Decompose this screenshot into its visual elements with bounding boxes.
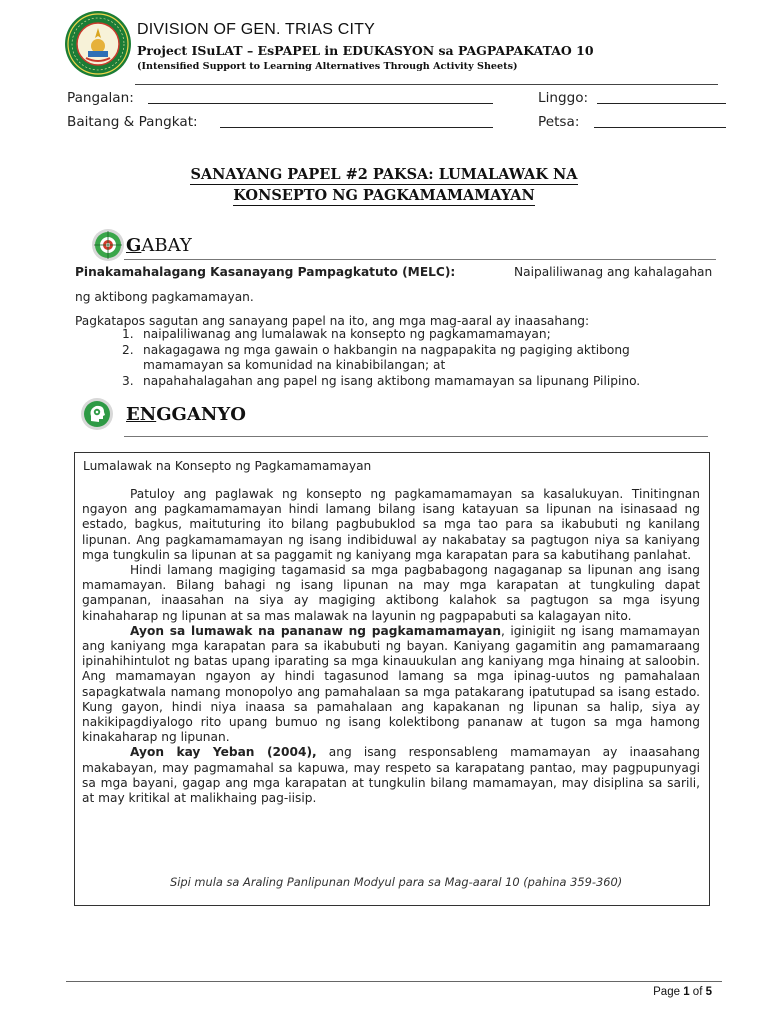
footer-divider (66, 981, 722, 982)
project-title: Project ISuLAT – EsPAPEL in EDUKASYON sa PAGPAPAKATAO 10 (137, 43, 594, 58)
project-subtitle: (Intensified Support to Learning Alternatives Through Activity Sheets) (137, 61, 518, 72)
melc-label: Pinakamahalagang Kasanayang Pampagkatuto (MELC): (75, 265, 456, 279)
objective-text: nakagagawa ng mga gawain o hakbangin na nagpapakita ng pagiging aktibong (143, 343, 630, 357)
reading-paragraph: Ayon sa lumawak na pananaw ng pagkamamamayan, iginigiit ng isang mamamayan ang kaniyang mga karapatan para sa ikabubuti ng bayan. Kaniyang gagamitin ang pamamaraang ipinahihintulot ng batas upang iparating sa mga kinauukulan ang kaniyang mga hinaing at saloobin. Ang mamamayan ngayon ay hindi tagasunod lamang sa mga ipinag-uutos ng pamahalaan sapagkatwala namang monopolyo ang pamahalaan sa mga patakarang ipatutupad sa isang estado. Kung gayon, hindi niya inaasa sa pamahalaan ang kapakanan ng lipunan sa halip, siya ay nakikipagdiyalogo rito upang bumuo ng isang kolektibong pananaw at tugon sa mga hamong kinakaharap ng lipunan. (82, 623, 700, 745)
grade-section-field[interactable] (220, 127, 493, 128)
gabay-divider (124, 259, 716, 260)
objectives-intro: Pagkatapos sagutan ang sanayang papel na ito, ang mga mag-aaral ay inaasahang: (75, 314, 590, 328)
name-label: Pangalan: (67, 90, 134, 106)
reading-citation: Sipi mula sa Araling Panlipunan Modyul para sa Mag-aaral 10 (pahina 359-360) (170, 875, 623, 889)
objective-number: 1. (122, 327, 134, 341)
week-field[interactable] (597, 103, 726, 104)
reading-paragraph: Hindi lamang magiging tagamasid sa mga pagbabagong nagaganap sa lipunan ang isang mamamayan. Bilang bahagi ng isang lipunan na may mga karapatan at tungkuling dapat gampanan, inaasahan na siya ay magiging aktibong kalahok sa pagtugon sa mga isyung kinahaharap ng lipunan at sa mas malawak na layunin ng pagpapabuti sa kalagayan nito. (82, 563, 700, 623)
name-field[interactable] (148, 103, 493, 104)
header-divider (135, 84, 718, 85)
melc-text: Naipaliliwanag ang kahalagahan (514, 265, 713, 279)
reading-emphasis: Ayon sa lumawak na pananaw ng pagkamamamayan (130, 623, 502, 638)
reading-paragraph: Patuloy ang paglawak ng konsepto ng pagkamamamayan sa kasalukuyan. Tinitingnan ngayon ang pagkamamamayan hindi lamang bilang isang katayuan sa lipunan na isinasaad ng estado, bagkus, maituturing ito bilang pagbubuklod sa mga tao para sa ikabubuti ng kanilang lipunan. Ang pagkamamamayan ng isang indibiduwal ay nakabatay sa pagtugon niya sa kaniyang mga tungkulin sa lipunan at sa paggamit ng kaniyang mga karapatan para sa kabutihang panlahat. (82, 487, 700, 562)
reading-title: Lumalawak na Konsepto ng Pagkamamamayan (83, 459, 372, 473)
objective-number: 2. (122, 343, 134, 357)
melc-text-cont: ng aktibong pagkamamayan. (75, 290, 254, 304)
head-gear-icon (80, 397, 114, 431)
date-label: Petsa: (538, 114, 580, 130)
division-seal-logo (64, 10, 132, 78)
engganyo-divider (124, 436, 708, 437)
reading-paragraph: Ayon kay Yeban (2004), ang isang responsableng mamamayan ay inaasahang makabayan, may pagmamahal sa kapuwa, may respeto sa karapatang pantao, may pagpupunyagi sa mga bayani, gagap ang mga karapatan at tungkulin bilang mamamayan, may disiplina sa sarili, at may kritikal at malikhaing pag-iisip. (82, 745, 701, 806)
engganyo-heading: ENGGANYO (126, 404, 246, 425)
objective-number: 3. (122, 374, 134, 388)
page-number: Page 1 of 5 (653, 986, 712, 998)
worksheet-title-line1: SANAYANG PAPEL #2 PAKSA: LUMALAWAK NA (190, 166, 578, 183)
week-label: Linggo: (538, 90, 589, 106)
objective-text: naipaliliwanag ang lumalawak na konsepto ng pagkamamamayan; (143, 327, 551, 341)
date-field[interactable] (594, 127, 726, 128)
worksheet-title-line2: KONSEPTO NG PAGKAMAMAMAYAN (233, 187, 535, 204)
division-name: DIVISION OF GEN. TRIAS CITY (137, 21, 376, 38)
compass-target-icon (91, 228, 125, 262)
reading-emphasis: Ayon kay Yeban (2004), (130, 745, 317, 760)
gabay-heading: GABAY (126, 235, 192, 256)
objective-text: napahahalagahan ang papel ng isang aktibong mamamayan sa lipunang Pilipino. (143, 374, 641, 388)
objective-text: mamamayan sa komunidad na kinabibilangan; at (143, 358, 446, 372)
reading-body (82, 487, 700, 806)
grade-section-label: Baitang & Pangkat: (67, 114, 198, 130)
